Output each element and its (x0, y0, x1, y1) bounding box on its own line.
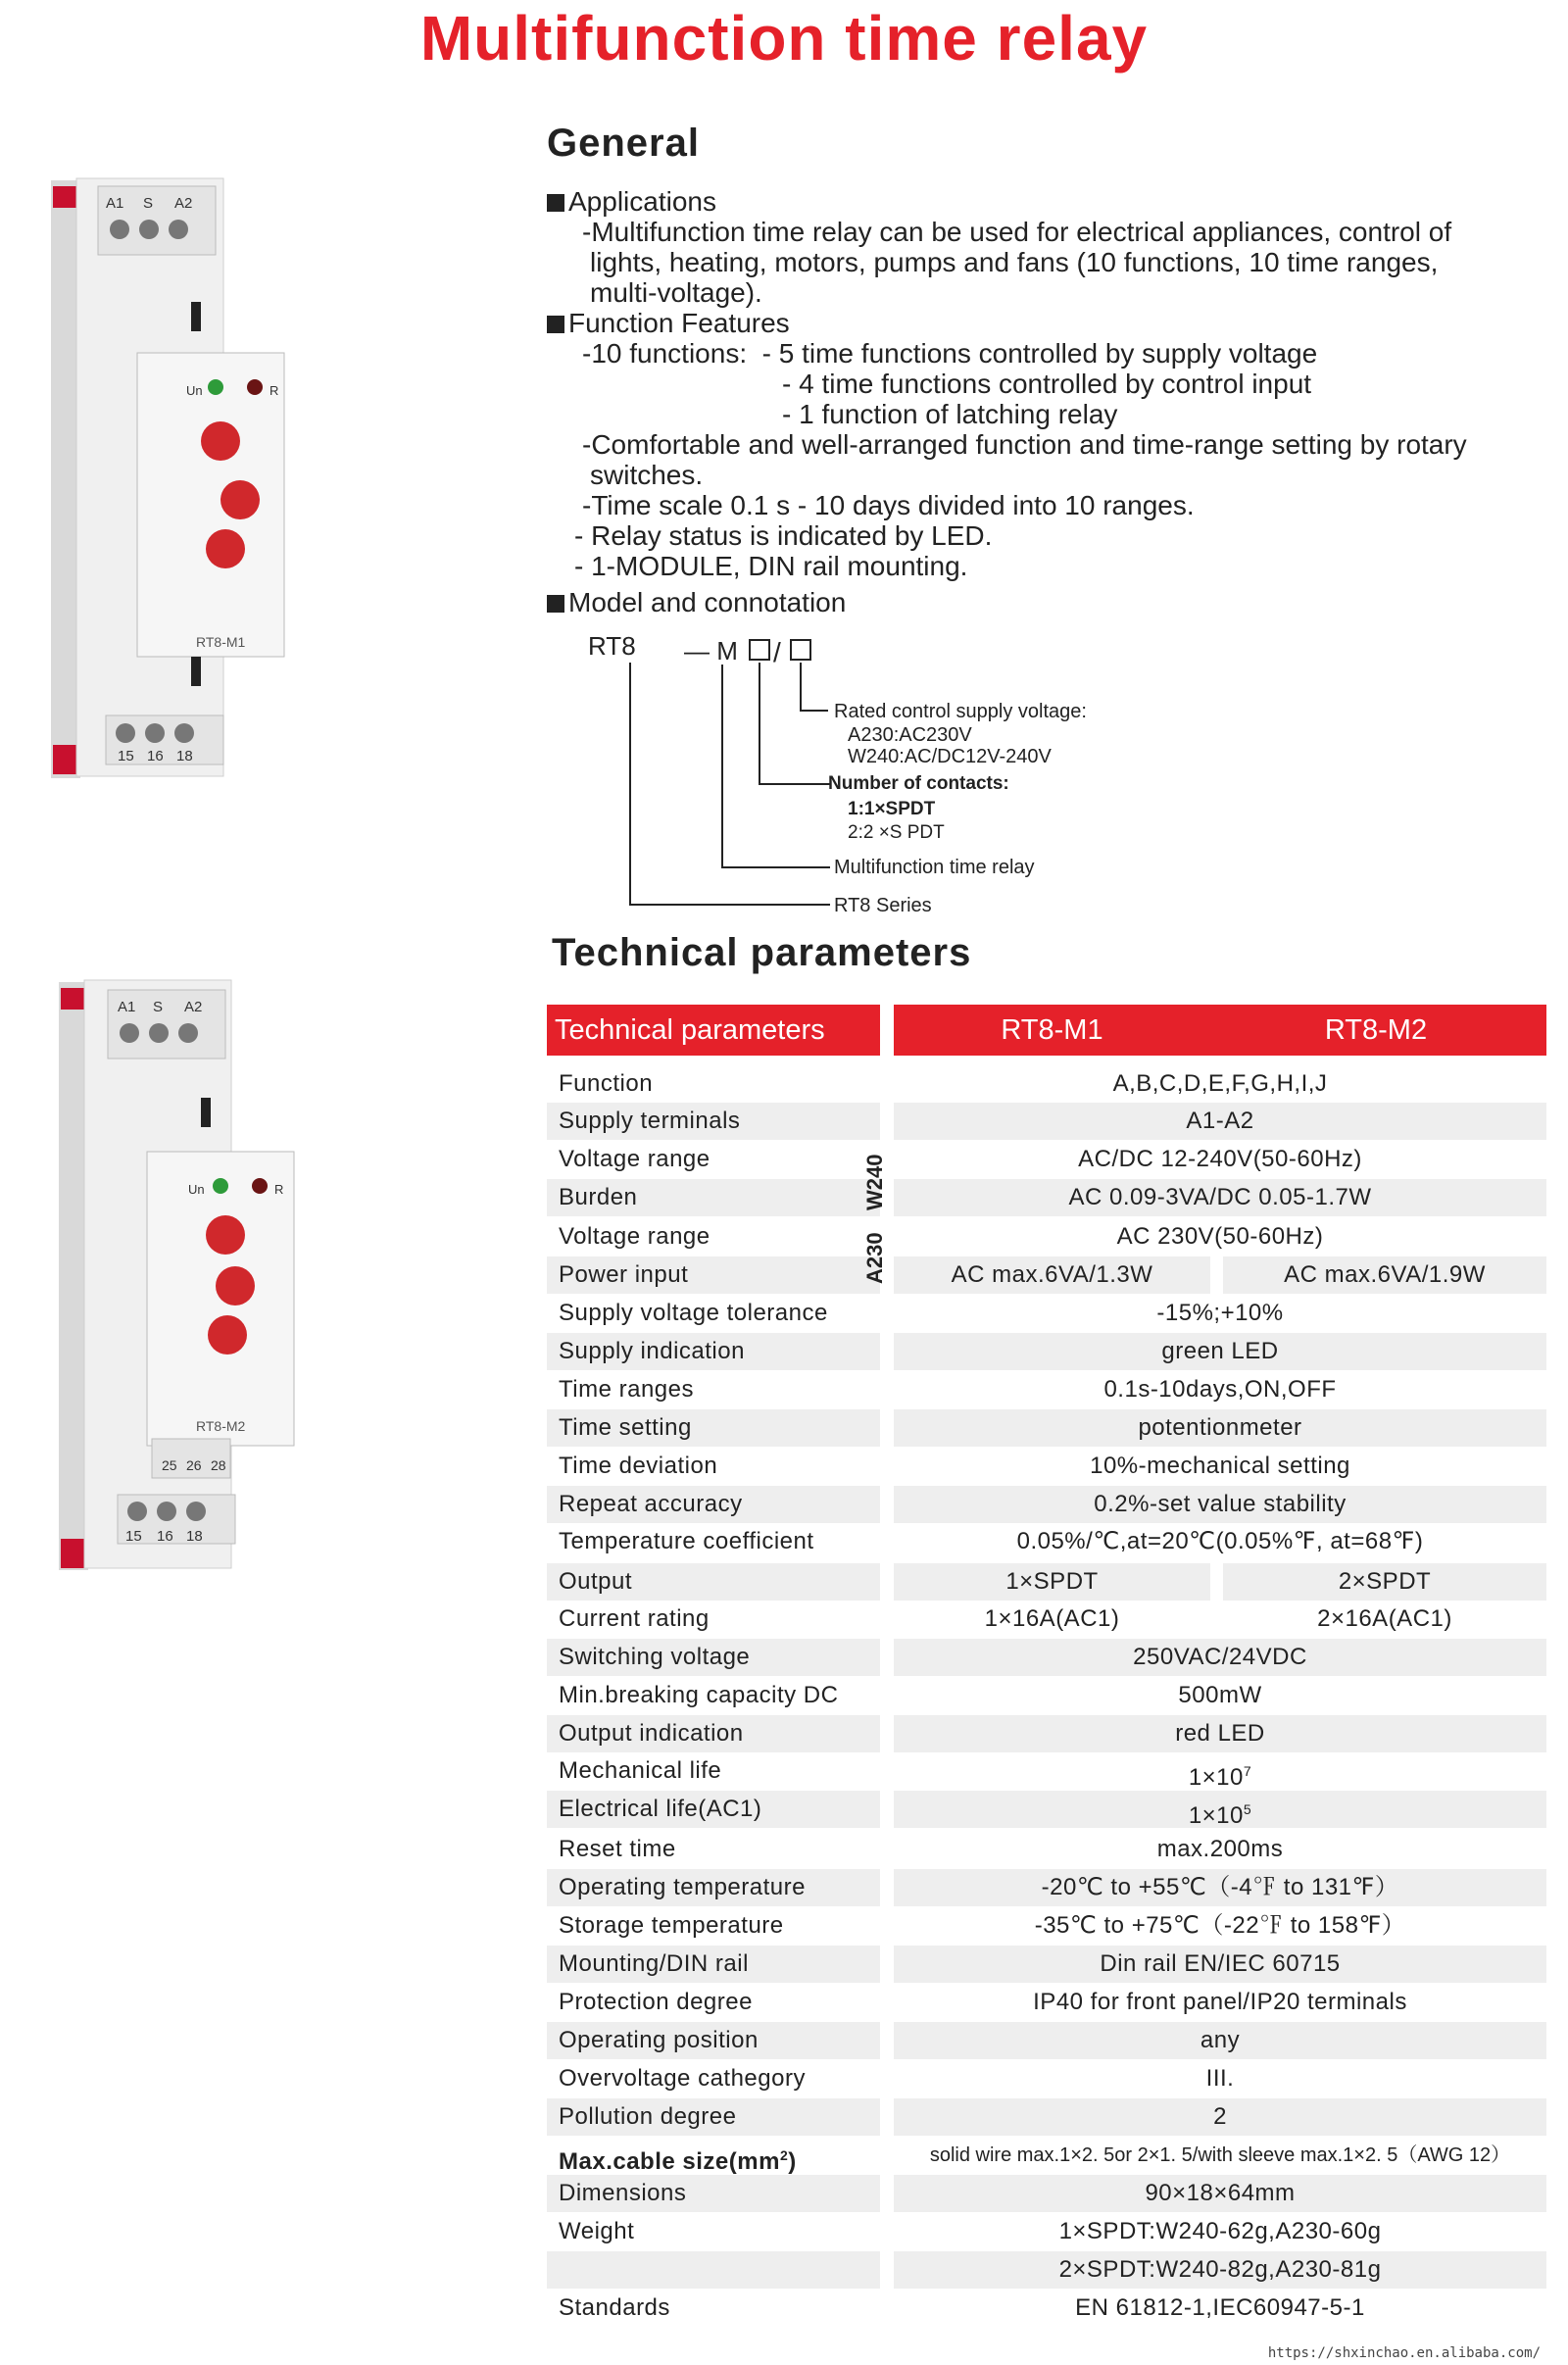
table-row (547, 1984, 1546, 2021)
table-row (547, 2213, 1546, 2250)
model-connotation-diagram (583, 627, 1171, 921)
general-line: -Multifunction time relay can be used for electrical appliances, control of (582, 217, 1452, 247)
terminal-label: 15 (125, 1528, 142, 1545)
tech-heading: Technical parameters (552, 931, 972, 974)
device-model-label: RT8-M1 (196, 634, 246, 650)
table-header-params: Technical parameters (547, 1005, 880, 1056)
general-line: switches. (590, 460, 704, 490)
row-label: Operating temperature (547, 1869, 880, 1906)
table-row (547, 1715, 1546, 1752)
row-value: 0.2%-set value stability (894, 1486, 1546, 1523)
table-row (547, 1601, 1546, 1638)
row-label: Time deviation (559, 1453, 718, 1479)
row-value: AC 230V(50-60Hz) (1116, 1223, 1324, 1250)
table-row (547, 1639, 1546, 1676)
function-features-heading: Function Features (547, 308, 1546, 338)
row-value: 500mW (1178, 1682, 1262, 1708)
table-row (547, 2175, 1546, 2212)
table-row (547, 1295, 1546, 1332)
table-header-rt8-m2: RT8-M2 (1205, 1005, 1546, 1056)
svg-text:/: / (773, 637, 781, 667)
general-line: - Relay status is indicated by LED. (574, 520, 993, 551)
source-url: https://shxinchao.en.alibaba.com/ (1267, 2345, 1541, 2361)
row-value: green LED (894, 1333, 1546, 1370)
table-row (547, 2098, 1546, 2136)
terminal-label: 18 (176, 748, 193, 764)
general-line: -Time scale 0.1 s - 10 days divided into 10 ranges. (582, 490, 1195, 520)
row-value: $1\times 10^7$ (1188, 1763, 1252, 1791)
row-label: Function (559, 1070, 654, 1097)
row-label: Voltage range (559, 1223, 710, 1250)
row-value: 90×18×64mm (894, 2175, 1546, 2212)
terminal-label: A2 (184, 999, 203, 1015)
row-label (547, 2251, 880, 2289)
table-header-rt8-m1: RT8-M1 (894, 1005, 1210, 1056)
table-row (547, 1791, 1546, 1828)
row-value: 0.1s-10days,ON,OFF (1103, 1376, 1337, 1403)
a230-side-label: A230 (862, 1232, 887, 1284)
row-label: Storage temperature (559, 1912, 784, 1939)
row-value: 0.05%/℃,at=20℃(0.05%℉, at=68℉) (1016, 1528, 1424, 1554)
row-value-m2: 2×SPDT (1223, 1563, 1546, 1601)
code-box-1 (750, 640, 769, 660)
row-label: Weight (559, 2218, 635, 2244)
row-label: Reset time (559, 1836, 676, 1862)
row-value: III. (1205, 2065, 1235, 2092)
series-label: RT8 Series (834, 895, 932, 916)
row-value: Din rail EN/IEC 60715 (894, 1946, 1546, 1983)
table-row (547, 1869, 1546, 1906)
code-series: RT8 (588, 631, 636, 661)
code-box-2 (791, 640, 810, 660)
general-line: - 1 function of latching relay (782, 399, 1118, 429)
row-value: -20℃ to +55℃（-4℉ to 131℉） (894, 1869, 1546, 1906)
row-label: Min.breaking capacity DC (559, 1682, 839, 1708)
table-row (547, 2251, 1546, 2289)
row-label: Supply terminals (547, 1103, 880, 1140)
table-row (547, 1179, 1546, 1216)
table-row (547, 1141, 1546, 1178)
row-label: Mounting/DIN rail (547, 1946, 880, 1983)
table-row (547, 1831, 1546, 1868)
table-row (547, 1103, 1546, 1140)
applications-heading: Applications (547, 186, 1546, 217)
row-label: Supply voltage tolerance (559, 1300, 828, 1326)
table-row (547, 1523, 1546, 1560)
general-line: - 1-MODULE, DIN rail mounting. (574, 551, 968, 581)
terminal-label: 25 (162, 1457, 177, 1473)
led-label: R (274, 1182, 284, 1197)
table-row (547, 2290, 1546, 2327)
row-value: -15%;+10% (1156, 1300, 1284, 1326)
row-label: Standards (559, 2294, 670, 2321)
table-row (547, 1946, 1546, 1983)
multifunction-label: Multifunction time relay (834, 857, 1035, 878)
bullet-square-icon (547, 595, 564, 613)
row-value: $1\times 10^5$ (894, 1791, 1546, 1828)
row-value-m1: AC max.6VA/1.3W (894, 1256, 1210, 1294)
table-row (547, 1065, 1546, 1103)
table-row (547, 1486, 1546, 1523)
contact-option-2: 2:2 ×S PDT (848, 822, 945, 843)
row-label: Temperature coefficient (559, 1528, 814, 1554)
row-value: -35℃ to +75℃（-22℉ to 158℉） (1034, 1912, 1406, 1939)
terminal-label: 28 (211, 1457, 226, 1473)
row-label: Switching voltage (547, 1639, 880, 1676)
row-value: any (894, 2022, 1546, 2059)
led-label: Un (188, 1182, 205, 1197)
general-line: -Comfortable and well-arranged function and time-range setting by rotary (582, 429, 1467, 460)
row-value: solid wire max.1×2. 5or 2×1. 5/with sleeve max.1×2. 5（AWG 12） (929, 2144, 1511, 2166)
general-line: -10 functions: - 5 time functions controlled by supply voltage (582, 338, 1318, 369)
w240-text: W240:AC/DC12V-240V (848, 746, 1052, 767)
terminal-label: S (143, 195, 154, 212)
table-row (547, 1752, 1546, 1790)
bullet-square-icon (547, 316, 564, 333)
table-row (547, 1218, 1546, 1256)
row-label: Time setting (547, 1409, 880, 1447)
device-model-label: RT8-M2 (196, 1418, 246, 1434)
terminal-label: A1 (106, 195, 124, 212)
row-value: 2×SPDT:W240-82g,A230-81g (894, 2251, 1546, 2289)
row-label: Output indication (547, 1715, 880, 1752)
row-value: A,B,C,D,E,F,G,H,I,J (1112, 1070, 1328, 1097)
row-label: Operating position (547, 2022, 880, 2059)
table-row (547, 2060, 1546, 2097)
table-row (547, 1563, 1546, 1601)
row-value-m1: 1×SPDT (894, 1563, 1210, 1601)
row-label: Burden (547, 1179, 880, 1216)
row-value: IP40 for front panel/IP20 terminals (1033, 1989, 1407, 2015)
terminal-label: 26 (186, 1457, 202, 1473)
row-label: Output (547, 1563, 880, 1601)
table-row (547, 2022, 1546, 2059)
row-value: 1×SPDT:W240-62g,A230-60g (1058, 2218, 1382, 2244)
rated-voltage-label: Rated control supply voltage: (834, 701, 1087, 722)
table-row (547, 2137, 1546, 2174)
table-row (547, 1448, 1546, 1485)
led-label: Un (186, 383, 203, 398)
row-label: Electrical life(AC1) (547, 1791, 880, 1828)
table-row (547, 1333, 1546, 1370)
contact-option-1: 1:1×SPDT (848, 799, 936, 819)
contacts-label: Number of contacts: (828, 773, 1009, 794)
table-row (547, 1907, 1546, 1945)
general-line: multi-voltage). (590, 277, 762, 308)
model-heading: Model and connotation (547, 587, 1546, 617)
general-line: lights, heating, motors, pumps and fans (10 functions, 10 time ranges, (590, 247, 1439, 277)
relay-device-m2-image (49, 970, 323, 1578)
row-label: Pollution degree (547, 2098, 880, 2136)
row-value-m2: 2×16A(AC1) (1317, 1605, 1452, 1632)
row-label: Max.cable $size(mm^2)$ (559, 2147, 797, 2175)
row-value: 250VAC/24VDC (894, 1639, 1546, 1676)
terminal-label: 18 (186, 1528, 203, 1545)
general-text (547, 186, 1546, 617)
row-label: Dimensions (547, 2175, 880, 2212)
row-value-m2: AC max.6VA/1.9W (1223, 1256, 1546, 1294)
row-value: potentionmeter (894, 1409, 1546, 1447)
row-value: A1-A2 (894, 1103, 1546, 1140)
terminal-label: 15 (118, 748, 134, 764)
bullet-square-icon (547, 194, 564, 212)
row-value: 10%-mechanical setting (1090, 1453, 1350, 1479)
row-value: AC 0.09-3VA/DC 0.05-1.7W (894, 1179, 1546, 1216)
terminal-label: A1 (118, 999, 136, 1015)
a230-text: A230:AC230V (848, 724, 972, 746)
table-row (547, 1371, 1546, 1408)
led-label: R (270, 383, 279, 398)
row-label: Power input (547, 1256, 880, 1294)
general-heading: General (547, 122, 700, 165)
row-value: AC/DC 12-240V(50-60Hz) (1078, 1146, 1362, 1172)
row-value: EN 61812-1,IEC60947-5-1 (1075, 2294, 1365, 2321)
code-m: — M (684, 636, 738, 665)
table-row (547, 1409, 1546, 1447)
row-label: Current rating (559, 1605, 710, 1632)
terminal-label: 16 (157, 1528, 173, 1545)
row-label: Protection degree (559, 1989, 753, 2015)
w240-side-label: W240 (862, 1154, 887, 1210)
row-label: Supply indication (547, 1333, 880, 1370)
terminal-label: A2 (174, 195, 193, 212)
terminal-label: 16 (147, 748, 164, 764)
table-row (547, 1256, 1546, 1294)
row-label: Time ranges (559, 1376, 694, 1403)
row-label: Repeat accuracy (547, 1486, 880, 1523)
general-line: - 4 time functions controlled by control input (782, 369, 1312, 399)
row-label: Mechanical life (559, 1757, 722, 1784)
page-title: Multifunction time relay (419, 3, 1149, 74)
row-value: max.200ms (1156, 1836, 1284, 1862)
row-value: red LED (894, 1715, 1546, 1752)
row-value: 2 (894, 2098, 1546, 2136)
row-label: Voltage range (559, 1146, 710, 1172)
table-row (547, 1677, 1546, 1714)
row-label: Overvoltage cathegory (559, 2065, 806, 2092)
row-value-m1: 1×16A(AC1) (984, 1605, 1120, 1632)
terminal-label: S (153, 999, 164, 1015)
relay-device-m1-image (39, 167, 314, 794)
